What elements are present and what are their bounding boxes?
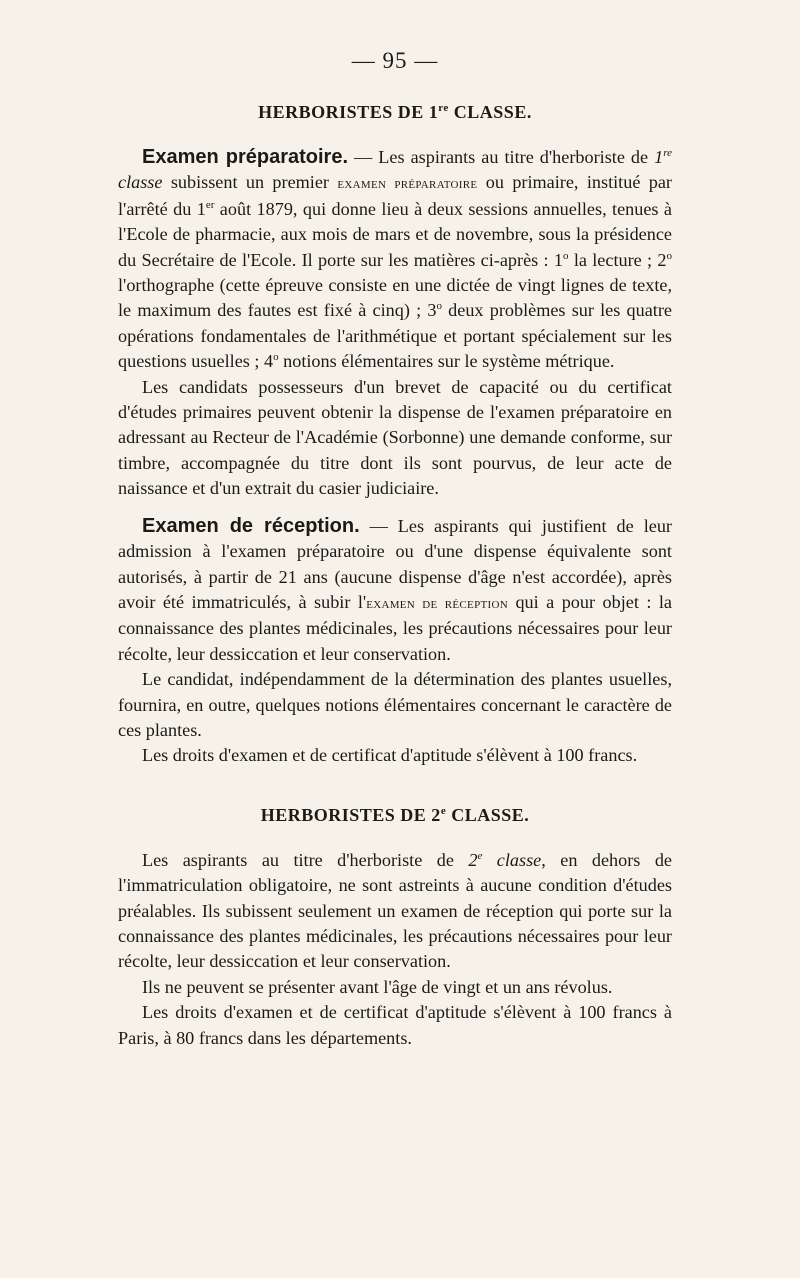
- paragraph-dispensation: Les candidats possesseurs d'un brevet de capacité ou du certificat d'études primaires peuvent obtenir la dispense de l'examen préparatoire en adressant au Recteur de l'Académie (Sorbonne) une demande conforme, sur timbre, accompagnée du titre dont ils sont pourvus, de leur acte de naissance et d'un extrait du casier judiciaire.: [118, 376, 672, 499]
- text-run: la lecture ; 2: [568, 249, 667, 270]
- text-run: qui a pour objet : la connaissance des plantes médicinales, les précautions nécessaires pour leur récolte, leur dessiccation et leur conservation.: [118, 591, 672, 664]
- text-run: deux problèmes sur les quatre opérations fondamentales de l'arithmétique et portant spécialement sur les questions usuelles ; 4: [118, 300, 672, 372]
- spacer: [118, 502, 672, 514]
- text-run: notions élémentaires sur le système métrique.: [278, 351, 615, 372]
- text-run: ou primaire, institué par l'arrêté du 1: [118, 172, 672, 219]
- text-run: — Les aspirants qui justifient de leur admission à l'examen préparatoire ou d'une dispense équivalente sont autorisés, à partir de 21 ans (aucune dispense d'âge n'est accordée), après avoir été immatriculés, à subir l': [118, 515, 672, 612]
- italic-word: classe: [118, 172, 163, 193]
- paragraph-fees-second-class: Les droits d'examen et de certificat d'aptitude s'élèvent à 100 francs à Paris, à 80 francs dans les départements.: [118, 1002, 672, 1048]
- paragraph-age-requirement: Ils ne peuvent se présenter avant l'âge de vingt et un ans révolus.: [142, 976, 613, 997]
- superscript: o: [273, 351, 279, 364]
- section-heading-second-class: [118, 805, 672, 826]
- heading-text: HERBORISTES DE 1: [258, 102, 439, 122]
- paragraph-fees-first-class: Les droits d'examen et de certificat d'aptitude s'élèvent à 100 francs.: [142, 745, 638, 766]
- text-run: Les aspirants au titre d'herboriste de: [142, 849, 469, 870]
- paragraph-candidate: Le candidat, indépendamment de la détermination des plantes usuelles, fournira, en outre, quelques notions élémentaires concernant le caractère de ces plantes.: [118, 669, 672, 740]
- superscript: o: [666, 249, 673, 262]
- small-caps-term: examen de réception: [366, 594, 508, 612]
- paragraph-preparatory-exam: [118, 145, 672, 375]
- paragraph-reception-exam: [118, 514, 672, 667]
- run-in-heading-preparatory: Examen préparatoire.: [142, 146, 349, 168]
- italic-sup: e: [477, 849, 483, 862]
- run-in-heading-reception: Examen de réception.: [142, 514, 360, 537]
- text-run: l'orthographe (cette épreuve consiste en une dictée de vingt lignes de texte, le maximum des fautes est fixé à cinq) ; 3: [118, 275, 672, 321]
- page-number: — 95 —: [351, 48, 439, 73]
- heading-text-end: CLASSE.: [448, 102, 532, 122]
- section-heading-first-class: [118, 102, 672, 123]
- superscript: o: [563, 249, 569, 262]
- italic-class-label: [468, 850, 541, 870]
- superscript: er: [205, 198, 215, 211]
- text-run: — Les aspirants au titre d'herboriste de: [348, 147, 655, 167]
- text-run: subissent un premier: [162, 172, 338, 193]
- italic-num: 1: [654, 147, 664, 167]
- paragraph-second-class-aspirants: [118, 848, 672, 975]
- heading-text: HERBORISTES DE 2: [260, 804, 441, 825]
- italic-num: 2: [468, 849, 478, 870]
- heading-superscript: e: [440, 804, 447, 817]
- italic-sup: re: [663, 146, 672, 159]
- text-run: août 1879, qui donne lieu à deux sessions annuelles, tenues à l'Ecole de pharmacie, aux mois de mars et de novembre, sous la présidence du Secrétaire de l'Ecole. Il porte sur les matières ci-après : 1: [118, 198, 673, 270]
- superscript: o: [436, 300, 442, 313]
- text-run: , en dehors de l'immatriculation obligatoire, ne sont astreints à aucune condition d'études préalables. Ils subissent seulement un examen de réception qui porte sur la connaissance des plantes médicinales, les précautions nécessaires pour leur récolte, leur dessiccation et leur conservation.: [118, 849, 672, 972]
- spacer: [118, 769, 672, 805]
- italic-word: classe: [482, 849, 542, 870]
- small-caps-term: examen préparatoire: [337, 175, 478, 193]
- heading-superscript: re: [438, 102, 449, 114]
- heading-text-end: CLASSE.: [446, 804, 530, 825]
